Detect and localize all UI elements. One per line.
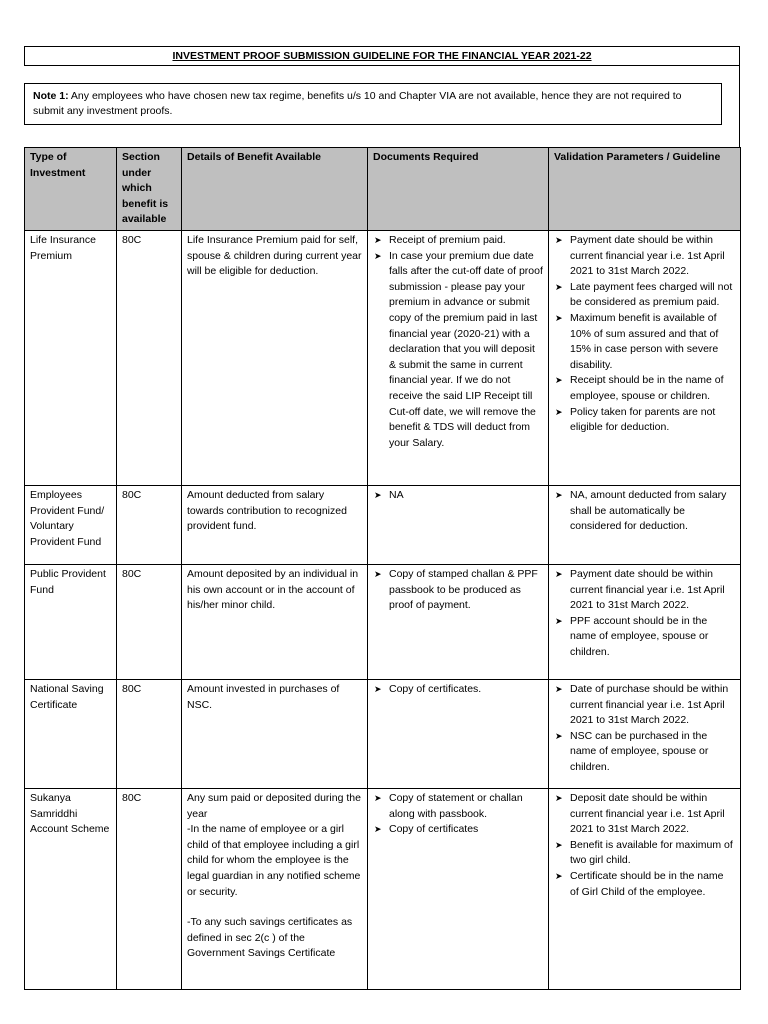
details-paragraph: Any sum paid or deposited during the year bbox=[187, 791, 361, 820]
cell-type: Public Provident Fund bbox=[25, 564, 117, 679]
arrowhead-bullet-icon: ➤ bbox=[555, 683, 563, 694]
list-item: ➤ Copy of statement or challan along with passbook. bbox=[374, 791, 523, 820]
list-item: ➤ Certificate should be in the name of Girl Child of the employee. bbox=[555, 869, 724, 898]
cell-validation bbox=[549, 485, 741, 564]
header-validation: Validation Parameters / Guideline bbox=[549, 148, 741, 231]
arrowhead-bullet-icon: ➤ bbox=[555, 839, 563, 850]
document-title bbox=[24, 46, 740, 66]
investment-table bbox=[24, 147, 741, 990]
arrowhead-bullet-icon: ➤ bbox=[555, 281, 563, 292]
header-documents: Documents Required bbox=[368, 148, 549, 231]
note-box bbox=[24, 83, 722, 125]
cell-details: Amount deposited by an individual in his own account or in the account of his/her minor child. bbox=[182, 564, 368, 679]
list-item: ➤ Maximum benefit is available of 10% of sum assured and that of 15% in case person with severe disability. bbox=[555, 311, 719, 371]
list-item: ➤ NSC can be purchased in the name of employee, spouse or children. bbox=[555, 729, 709, 773]
list-item: ➤ Payment date should be within current financial year i.e. 1st April 2021 to 31st March 2022. bbox=[555, 567, 725, 612]
arrowhead-bullet-icon: ➤ bbox=[374, 489, 382, 500]
cell-details: Life Insurance Premium paid for self, spouse & children during current year will be eligible for deduction. bbox=[182, 230, 368, 485]
cell-validation bbox=[549, 564, 741, 679]
arrowhead-bullet-icon: ➤ bbox=[555, 615, 563, 626]
table-row bbox=[25, 679, 741, 788]
cell-documents bbox=[368, 230, 549, 485]
header-details: Details of Benefit Available bbox=[182, 148, 368, 231]
cell-type: Life Insurance Premium bbox=[25, 230, 117, 485]
list-item: ➤ Copy of certificates. bbox=[373, 682, 543, 698]
arrowhead-bullet-icon: ➤ bbox=[555, 375, 563, 386]
cell-documents bbox=[368, 679, 549, 788]
arrowhead-bullet-icon: ➤ bbox=[555, 234, 563, 245]
cell-validation bbox=[549, 230, 741, 485]
details-paragraph: -In the name of employee or a girl child of that employee including a girl child for whom the employee is the legal guardian in any notified scheme or security. bbox=[187, 823, 361, 898]
note-label: Note 1: bbox=[33, 90, 69, 102]
arrowhead-bullet-icon: ➤ bbox=[555, 489, 563, 500]
arrowhead-bullet-icon: ➤ bbox=[374, 792, 382, 803]
list-item: ➤ Copy of stamped challan & PPF passbook to be produced as proof of payment. bbox=[374, 567, 538, 612]
list-item: ➤ Payment date should be within current financial year i.e. 1st April 2021 to 31st March 2022. bbox=[555, 233, 725, 278]
list-item: ➤ Receipt of premium paid. bbox=[373, 233, 543, 249]
arrowhead-bullet-icon: ➤ bbox=[374, 683, 382, 694]
details-paragraph: -To any such savings certificates as defined in sec 2(c ) of the Government Savings Certificate bbox=[187, 916, 353, 960]
arrowhead-bullet-icon: ➤ bbox=[374, 568, 382, 579]
list-item: ➤ Date of purchase should be within current financial year i.e. 1st April 2021 to 31st March 2022. bbox=[555, 682, 729, 727]
cell-documents bbox=[368, 788, 549, 989]
table-row bbox=[25, 230, 741, 485]
table-row bbox=[25, 485, 741, 564]
arrowhead-bullet-icon: ➤ bbox=[555, 870, 563, 881]
page-frame-line bbox=[739, 66, 740, 148]
cell-type: Sukanya Samriddhi Account Scheme bbox=[25, 788, 117, 989]
table-header-row bbox=[25, 148, 741, 231]
arrowhead-bullet-icon: ➤ bbox=[555, 730, 563, 741]
table-row bbox=[25, 788, 741, 989]
cell-details: Amount deducted from salary towards contribution to recognized provident fund. bbox=[182, 485, 368, 564]
document-title-text: INVESTMENT PROOF SUBMISSION GUIDELINE FOR THE FINANCIAL YEAR 2021-22 bbox=[172, 50, 592, 62]
cell-documents bbox=[368, 564, 549, 679]
list-item: ➤ Benefit is available for maximum of two girl child. bbox=[555, 838, 733, 867]
list-item: ➤ In case your premium due date falls after the cut-off date of proof submission - please pay your premium in advance or submit copy of the premium paid in last financial year (2020-21) with a declaration that you will deposit & submit the same in current financial year. If we do not receive the said LIP Receipt till Cut-off date, we will remove the benefit & TDS will deduct from your Salary. bbox=[374, 249, 543, 449]
header-type: Type of Investment bbox=[25, 148, 117, 231]
cell-details bbox=[182, 788, 368, 989]
list-item: ➤ Late payment fees charged will not be considered as premium paid. bbox=[555, 280, 733, 309]
arrowhead-bullet-icon: ➤ bbox=[555, 312, 563, 323]
cell-details: Amount invested in purchases of NSC. bbox=[182, 679, 368, 788]
list-item: ➤ Copy of certificates bbox=[373, 822, 543, 838]
cell-section: 80C bbox=[117, 564, 182, 679]
arrowhead-bullet-icon: ➤ bbox=[374, 824, 382, 835]
arrowhead-bullet-icon: ➤ bbox=[555, 406, 563, 417]
cell-validation bbox=[549, 679, 741, 788]
cell-type: Employees Provident Fund/ Voluntary Provident Fund bbox=[25, 485, 117, 564]
cell-section: 80C bbox=[117, 230, 182, 485]
list-item: ➤ NA bbox=[373, 488, 543, 504]
list-item: ➤ PPF account should be in the name of employee, spouse or children. bbox=[555, 614, 709, 658]
arrowhead-bullet-icon: ➤ bbox=[374, 250, 382, 261]
arrowhead-bullet-icon: ➤ bbox=[374, 234, 382, 245]
list-item: ➤ NA, amount deducted from salary shall be automatically be considered for deduction. bbox=[555, 488, 727, 533]
header-section: Section under which benefit is available bbox=[117, 148, 182, 231]
cell-type: National Saving Certificate bbox=[25, 679, 117, 788]
list-item: ➤ Deposit date should be within current financial year i.e. 1st April 2021 to 31st March 2022. bbox=[555, 791, 725, 836]
cell-documents bbox=[368, 485, 549, 564]
list-item: ➤ Receipt should be in the name of employee, spouse or children. bbox=[555, 374, 724, 402]
cell-section: 80C bbox=[117, 485, 182, 564]
list-item: ➤ Policy taken for parents are not eligible for deduction. bbox=[555, 405, 716, 434]
arrowhead-bullet-icon: ➤ bbox=[555, 568, 563, 579]
cell-section: 80C bbox=[117, 788, 182, 989]
arrowhead-bullet-icon: ➤ bbox=[555, 792, 563, 803]
cell-section: 80C bbox=[117, 679, 182, 788]
cell-validation bbox=[549, 788, 741, 989]
note-text: Any employees who have chosen new tax regime, benefits u/s 10 and Chapter VIA are not available, hence they are not required to submit any investment proofs. bbox=[33, 90, 682, 117]
table-row bbox=[25, 564, 741, 679]
